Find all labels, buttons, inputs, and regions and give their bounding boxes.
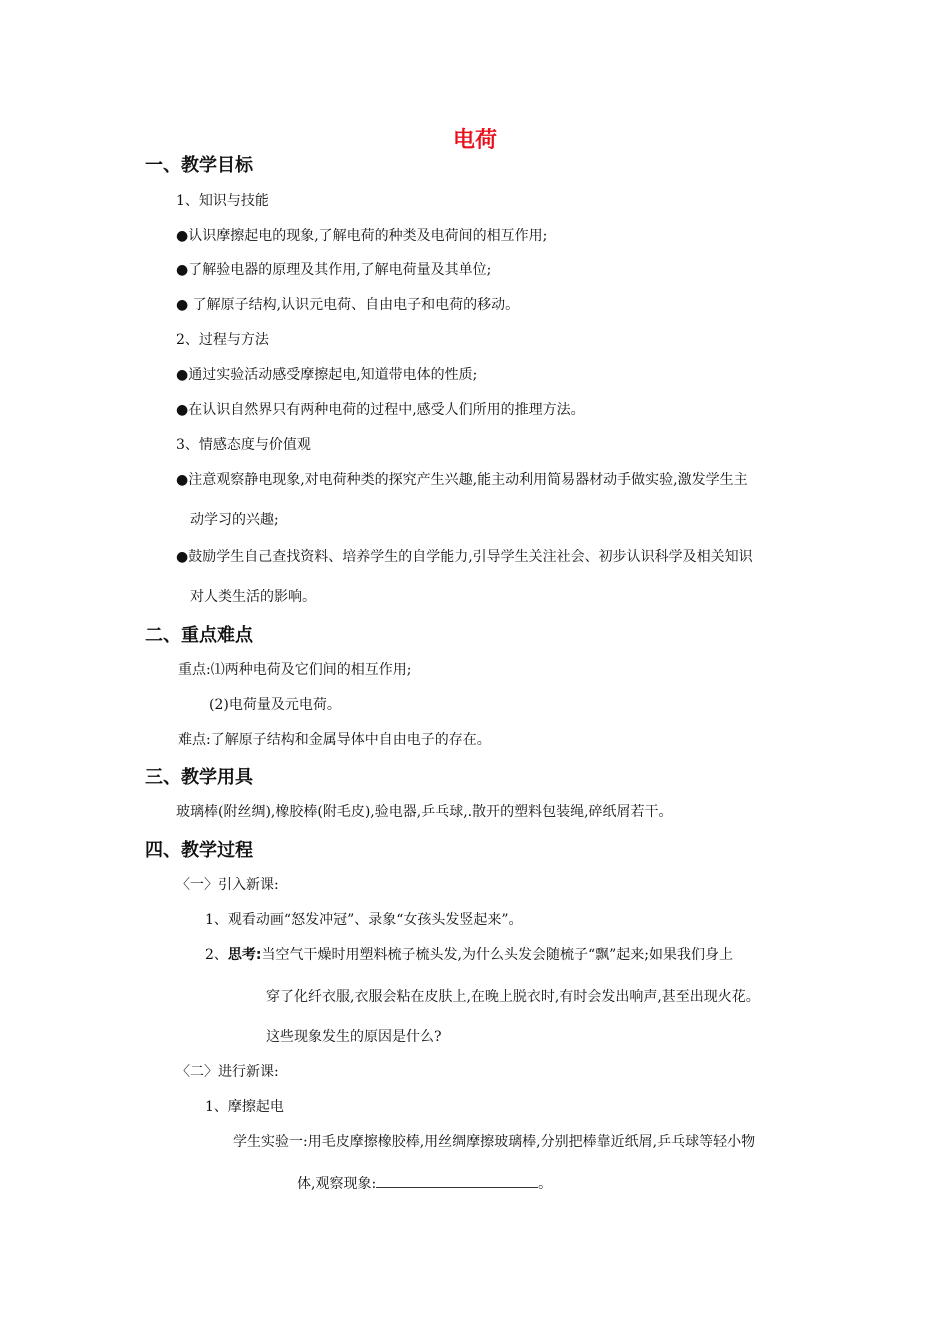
process-step: 1、观看动画“怒发冲冠”、录象“女孩头发竖起来”。: [205, 912, 523, 928]
step-number: 2、: [205, 947, 228, 963]
document-title: 电荷: [452, 128, 497, 153]
subheading-process: 2、过程与方法: [176, 332, 269, 348]
step-text-continuation: 这些现象发生的原因是什么?: [266, 1029, 442, 1045]
step-text: 当空气干燥时用塑料梳子梳头发,为什么头发会随梳子“飘”起来;如果我们身上: [261, 947, 734, 963]
experiment-text: 学生实验一:用毛皮摩擦橡胶棒,用丝绸摩擦玻璃棒,分别把棒靠近纸屑,乒乓球等轻小物: [233, 1134, 756, 1150]
key-point-line: 重点:⑴两种电荷及它们间的相互作用;: [178, 662, 412, 678]
bullet-item: ●注意观察静电现象,对电荷种类的探究产生兴趣,能主动利用简易器材动手做实验,激发学生主: [176, 472, 748, 488]
process-step-think: [205, 945, 733, 965]
sentence-end: 。: [538, 1176, 553, 1192]
difficulty-line: 难点:了解原子结构和金属导体中自由电子的存在。: [178, 732, 491, 748]
section-heading-key-points: 二、重点难点: [145, 625, 253, 646]
bullet-item: ●了解验电器的原理及其作用,了解电荷量及其单位;: [176, 262, 492, 278]
step-text-continuation: 穿了化纤衣服,衣服会粘在皮肤上,在晚上脱衣时,有时会发出响声,甚至出现火花。: [266, 989, 760, 1005]
section-heading-tools: 三、教学用具: [145, 767, 253, 788]
tools-list: 玻璃棒(附丝绸),橡胶棒(附毛皮),验电器,乒乓球,.散开的塑料包装绳,碎纸屑若干。: [176, 804, 673, 820]
section-heading-objectives: 一、教学目标: [145, 155, 253, 176]
bullet-item-continuation: 动学习的兴趣;: [190, 512, 279, 528]
bullet-item: ●通过实验活动感受摩擦起电,知道带电体的性质;: [176, 367, 478, 383]
subheading-attitude: 3、情感态度与价值观: [176, 437, 311, 453]
process-part-label: 〈二〉进行新课:: [176, 1064, 279, 1080]
section-heading-process: 四、教学过程: [145, 840, 253, 861]
observe-label: 体,观察现象:: [297, 1176, 377, 1192]
key-point-line: (2)电荷量及元电荷。: [209, 697, 341, 713]
bullet-item-continuation: 对人类生活的影响。: [190, 589, 316, 605]
bullet-item: ●在认识自然界只有两种电荷的过程中,感受人们所用的推理方法。: [176, 402, 585, 418]
process-part-label: 〈一〉引入新课:: [176, 877, 279, 893]
bullet-item: ●鼓励学生自己查找资料、培养学生的自学能力,引导学生关注社会、初步认识科学及相关知识: [176, 549, 753, 565]
bullet-item: ● 了解原子结构,认识元电荷、自由电子和电荷的移动。: [176, 297, 520, 313]
experiment-text-continuation: [297, 1173, 552, 1194]
think-label: 思考:: [227, 947, 262, 963]
process-step: 1、摩擦起电: [205, 1099, 284, 1115]
answer-blank[interactable]: [376, 1173, 538, 1188]
subheading-knowledge: 1、知识与技能: [176, 193, 269, 209]
bullet-item: ●认识摩擦起电的现象,了解电荷的种类及电荷间的相互作用;: [176, 228, 548, 244]
